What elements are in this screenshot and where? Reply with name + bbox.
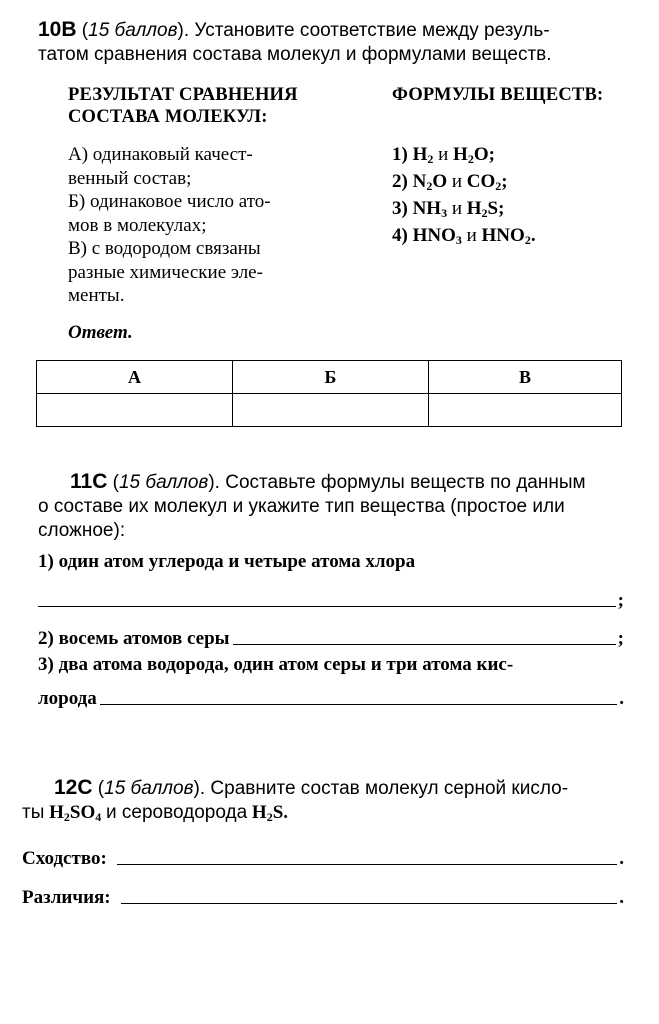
task-11-text-line1: Составьте формулы веществ по данным — [225, 472, 586, 493]
task-11-item-1: 1) один атом углерода и четыре атома хлора — [38, 551, 416, 572]
task-11-item-2: 2) восемь атомов серы — [38, 628, 230, 649]
similarity-answer-line[interactable] — [117, 864, 617, 865]
similarity-row: Сходство: . — [22, 848, 624, 869]
task-11-points: 15 баллов — [118, 472, 209, 493]
task-10-number: 10В — [38, 18, 77, 41]
task-10-text-line1: Установите соответствие между резуль- — [194, 20, 550, 41]
task-12-points: 15 баллов — [104, 778, 194, 799]
formula-3: 3) $NH_3$ и $H_2S$; — [392, 198, 505, 220]
differences-answer-line[interactable] — [121, 903, 618, 904]
answer-header-c: В — [429, 361, 622, 394]
task-11-text-line2: о составе их молекул и укажите тип вещества (простое или — [38, 496, 565, 517]
answer-header-a: А — [37, 361, 233, 394]
task-11-text-line3: сложное): — [38, 520, 126, 541]
task-10-text-line2: татом сравнения состава молекул и формулами веществ. — [38, 44, 552, 65]
task-11-answer-3-line[interactable] — [100, 704, 617, 705]
task-11-item-3-line2: лорода — [38, 688, 97, 709]
answer-cell-b[interactable] — [233, 394, 429, 427]
left-header-line2: СОСТАВА МОЛЕКУЛ: — [68, 107, 268, 127]
formulas-list — [392, 141, 536, 249]
task-11-item-2-row: 2) восемь атомов серы ; — [38, 628, 624, 649]
answer-label: Ответ. — [68, 322, 133, 343]
task-11-number: 11С — [70, 470, 108, 493]
task-12-heading: 12С (15 баллов). Сравните состав молекул серной кисло- — [54, 776, 569, 799]
task-11-answer-1-line[interactable] — [38, 606, 616, 607]
task-12-text-line2: ты $H_2SO_4$ и сероводорода $H_2S$. — [22, 802, 289, 824]
answer-cell-c[interactable] — [429, 394, 622, 427]
task-10-points: 15 баллов — [88, 20, 178, 41]
options-list — [68, 143, 358, 308]
task-11-heading: 11С (15 баллов). Составьте формулы веществ по данным — [70, 470, 586, 493]
option-b: Б) одинаковое число ато- мов в молекулах; — [68, 191, 271, 236]
answer-cell-a[interactable] — [37, 394, 233, 427]
formula-4: 4) $HNO_3$ и $HNO_2$. — [392, 225, 536, 247]
left-column-header — [68, 84, 298, 128]
task-11-answer-2-line[interactable] — [233, 644, 616, 645]
task-11-answer-1-row: ; — [38, 590, 624, 612]
option-a: А) одинаковый качест- венный состав; — [68, 144, 253, 189]
formula-1: 1) $H_2$ и $H_2O$; — [392, 144, 495, 166]
left-header-line1: РЕЗУЛЬТАТ СРАВНЕНИЯ — [68, 85, 298, 105]
task-12-text-line1: Сравните состав молекул серной кисло- — [210, 778, 569, 799]
task-11-item-3-row: лорода . — [38, 688, 624, 709]
right-column-header: ФОРМУЛЫ ВЕЩЕСТВ: — [392, 85, 604, 105]
task-10-heading: 10В (15 баллов). Установите соответствие между резуль- — [38, 18, 550, 41]
answer-table — [36, 360, 622, 427]
differences-row: Различия: . — [22, 887, 624, 908]
formula-2: 2) $N_2O$ и $CO_2$; — [392, 171, 508, 193]
option-c: В) с водородом связаны разные химические эле- менты. — [68, 238, 263, 306]
similarity-label: Сходство: — [22, 848, 107, 869]
answer-header-b: Б — [233, 361, 429, 394]
task-11-item-3-line1: 3) два атома водорода, один атом серы и три атома кис- — [38, 654, 514, 675]
task-12-number: 12С — [54, 776, 93, 799]
differences-label: Различия: — [22, 887, 111, 908]
